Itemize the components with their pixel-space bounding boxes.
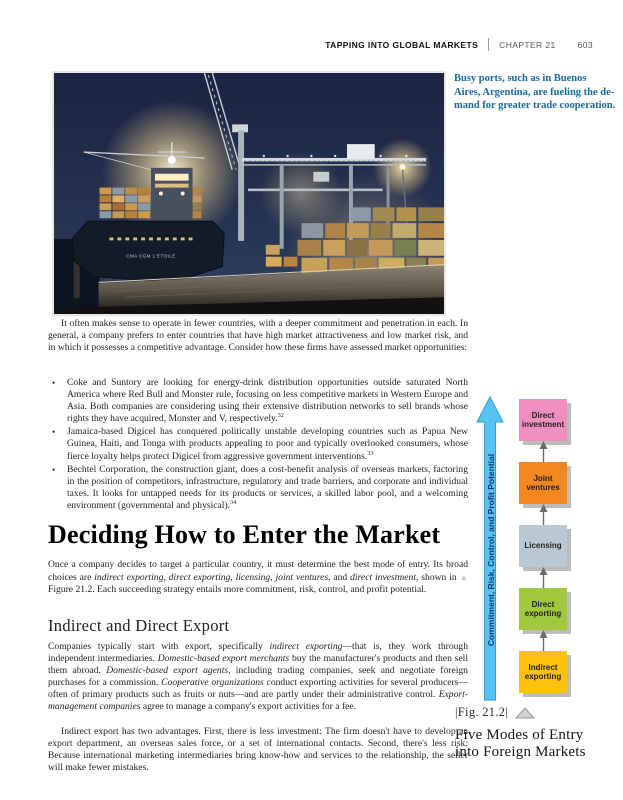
up-arrow-icon: [538, 441, 549, 462]
figure-triangle-icon: [515, 707, 535, 719]
page-header: [48, 38, 593, 51]
bullet-item-digicel: • Jamaica-based Digicel has conquered politically unstable developing countries such as Papua New Guinea, Haiti, and Tonga with products appealing to poor and typically overlooked consumers, whose fierce loyalty helps protect Digicel from aggressive government interventions.$^{33}$: [52, 426, 468, 462]
chapter-number: CHAPTER 21: [499, 39, 556, 50]
section-paragraph: Once a company decides to target a particular country, it must determine the best mode of entry. Its broad choices are indirect exporting, direct exporting, licensing, joint ventures, and direct investment, shown in ▲ Figure 21.2. Each succeeding strategy entails more commitment, risk, control, and profit potential.: [48, 559, 468, 596]
bullet-list: [48, 377, 468, 513]
photo-caption: Busy ports, such as in Buenos Aires, Argentina, are fueling the de- mand for greater trade cooperation.: [454, 73, 616, 112]
figure-number: |Fig. 21.2|: [455, 705, 509, 719]
figure-arrow-label: Commitment, Risk, Control, and Profit Potential: [486, 453, 496, 647]
header-divider: [488, 38, 489, 51]
page-number: 603: [577, 39, 593, 50]
subsection-paragraph: Companies typically start with export, specifically indirect exporting—that is, they work through independent intermediaries. Domestic-based export merchants buy the manufacturer's products and then sell them abroad. Domestic-based export agents, including trading companies, seek and negotiate foreign purchases for a commission. Cooperative organizations conduct exporting activities for several producers—often of primary products such as fruits or nuts—and are partly under their administrative control. Export-management companies agree to manage a company's export activities for a fee.: [48, 641, 469, 713]
figure-box-licensing: Licensing: [519, 525, 567, 567]
figure-box-joint-ventures: Joint ventures: [519, 462, 567, 504]
figure-box-direct-investment: Direct investment: [519, 399, 567, 441]
figure-box-direct-exporting: Direct exporting: [519, 588, 567, 630]
ship-name-text: CMA CGM L'ETOILE: [126, 253, 176, 259]
intro-paragraph: It often makes sense to operate in fewer countries, with a deeper commitment and penetration in each. In general, a company prefers to enter countries that have high market attractiveness and low market risk, and in which it possesses a competitive advantage. Consider how these firms have assessed market opportunities:: [48, 318, 468, 354]
up-arrow-icon: [538, 567, 549, 588]
figure-tag: [455, 705, 535, 720]
indirect-export-paragraph: Indirect export has two advantages. First, there is less investment: The firm doesn't have to develop an export department, an overseas sales force, or a set of international contacts. Second, there's less risk: Because international marketing intermediaries bring know-how and services to the relationship, the seller will make fewer mistakes.: [48, 726, 468, 774]
subsection-heading: Indirect and Direct Export: [48, 616, 230, 635]
bullet-marker: •: [52, 464, 56, 475]
bullet-marker: •: [52, 378, 56, 388]
figure-title: Five Modes of Entry into Foreign Markets: [455, 727, 586, 760]
figure-box-indirect-exporting: Indirect exporting: [519, 651, 567, 693]
chapter-title: TAPPING INTO GLOBAL MARKETS: [325, 39, 479, 50]
up-arrow-icon: [538, 504, 549, 525]
port-photo-art: [54, 73, 444, 314]
bullet-item-coke: • Coke and Suntory are looking for energy-drink distribution opportunities outside saturated North America where Red Bull and Monster rule, focusing on less competitive markets in Western Europe and Asia. Both companies are considering using their extensive distribution networks to sell brands whose rights they have acquired, Monster and V, respectively.$^{32}$: [52, 377, 468, 425]
section-heading: Deciding How to Enter the Market: [48, 520, 441, 549]
bullet-item-bechtel: • Bechtel Corporation, the construction giant, does a cost-benefit analysis of overseas markets, factoring in the position of competitors, infrastructure, regulatory and trade barriers, and corporate and individual taxes. It looks for untapped needs for its products or services, a skilled labor pool, and a welcoming environment (governmental and physical).$^{34}$: [52, 463, 468, 511]
port-photo: [52, 71, 446, 316]
bullet-marker: •: [52, 427, 56, 438]
up-arrow-icon: [538, 630, 549, 651]
